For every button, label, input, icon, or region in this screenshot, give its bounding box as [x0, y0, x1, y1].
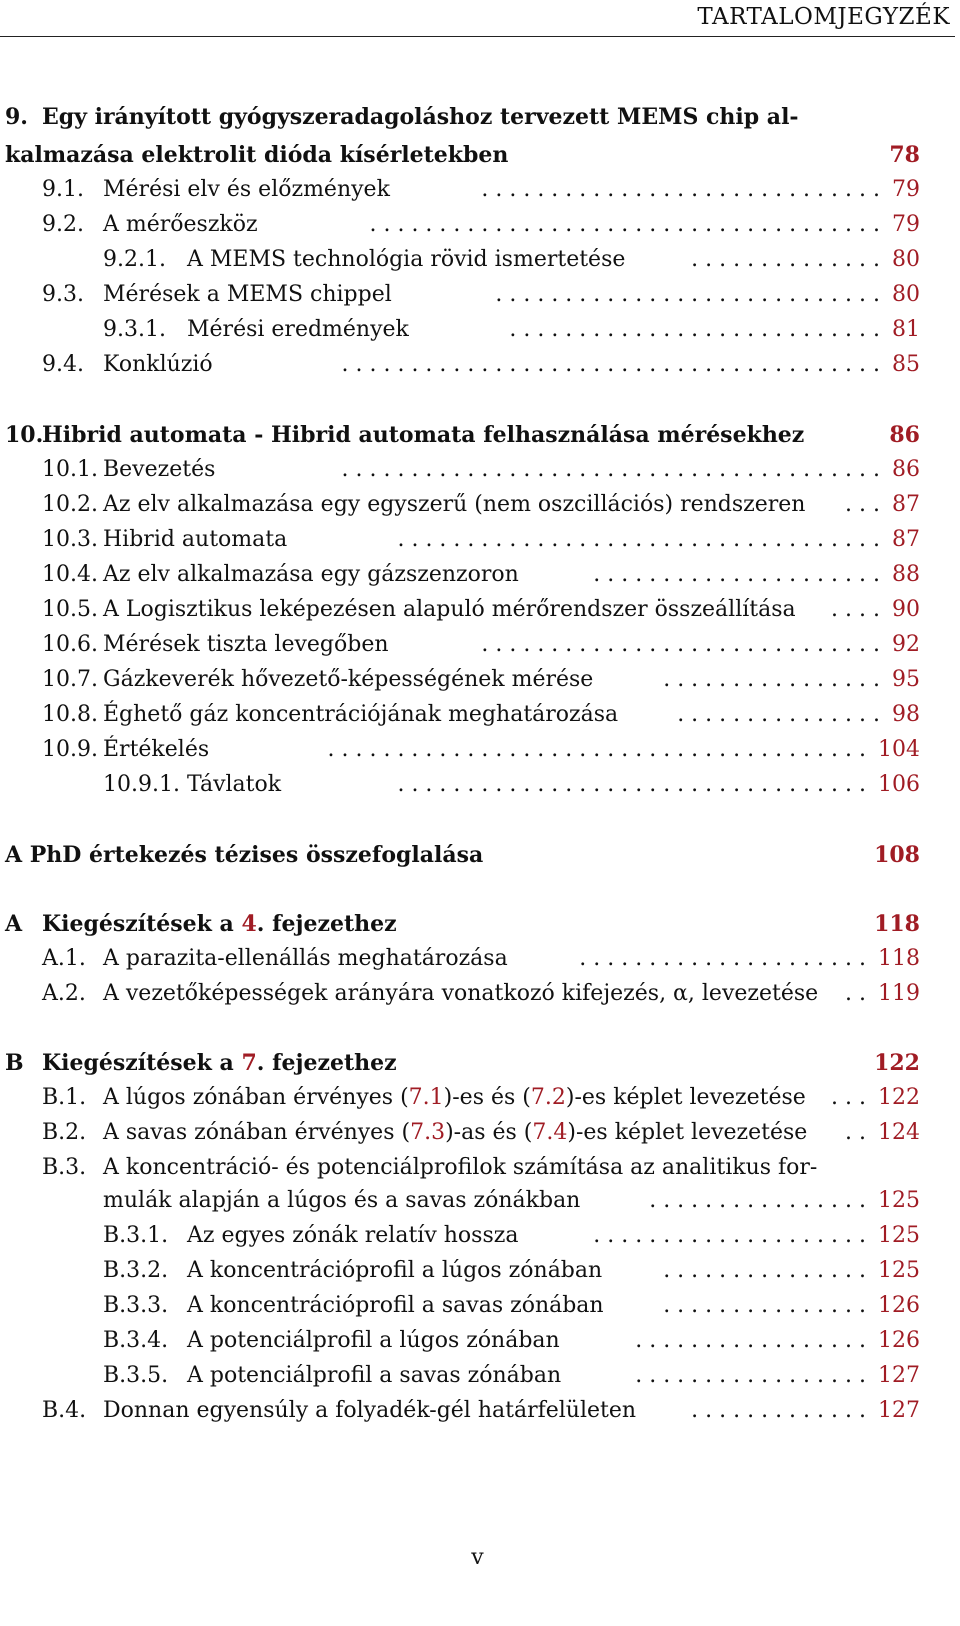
toc-page-number[interactable]: 86: [889, 422, 920, 448]
dot-leader: . . . . . . . . . . . . .: [691, 1398, 866, 1423]
toc-page-number[interactable]: 108: [874, 842, 920, 868]
toc-entry-title: Mérések tiszta levegőben: [103, 632, 389, 657]
page-number: v: [471, 1545, 484, 1570]
toc-section-entry[interactable]: [0, 1289, 960, 1323]
toc-page-number[interactable]: 85: [892, 352, 920, 377]
toc-page-number[interactable]: 127: [878, 1363, 920, 1388]
toc-page-number[interactable]: 80: [892, 247, 920, 272]
toc-entry-title: A parazita-ellenállás meghatározása: [103, 946, 508, 971]
toc-entry-number: 10.8.: [42, 702, 98, 727]
toc-entry-title: Egy irányított gyógyszeradagoláshoz tervezett MEMS chip al-: [42, 104, 799, 130]
toc-section-entry[interactable]: [0, 663, 960, 697]
toc-entry-number: B: [5, 1050, 24, 1076]
toc-section-entry[interactable]: [0, 453, 960, 487]
toc-page-number[interactable]: 125: [878, 1258, 920, 1283]
toc-page-number[interactable]: 125: [878, 1188, 920, 1213]
toc-entry-number: B.3.3.: [103, 1293, 169, 1318]
toc-entry-title: Az egyes zónák relatív hossza: [187, 1223, 519, 1248]
toc-section-entry[interactable]: [0, 173, 960, 207]
toc-entry-number: 10.9.1.: [103, 772, 180, 797]
toc-section-entry[interactable]: [0, 977, 960, 1011]
toc-entry-number: 10.7.: [42, 667, 98, 692]
toc-entry-number: B.4.: [42, 1398, 87, 1423]
equation-ref-link[interactable]: 7.1: [408, 1085, 444, 1110]
dot-leader: . . . . . . . . . . . . . . . . . . . . . . . . . . .: [509, 317, 880, 342]
toc-page-number[interactable]: 122: [874, 1050, 920, 1076]
dot-leader: . . . .: [831, 597, 880, 622]
toc-entry-title: Hibrid automata - Hibrid automata felhasználása mérésekhez: [42, 422, 805, 448]
toc-section-entry[interactable]: [0, 1184, 960, 1218]
toc-page-number[interactable]: 127: [878, 1398, 920, 1423]
dot-leader: . . . . . . . . . . . . . . .: [663, 1293, 866, 1318]
toc-page-number[interactable]: 80: [892, 282, 920, 307]
dot-leader: . . . . . . . . . . . . . . . . . . . . . . . . . . . . . . . . . . . . . . .: [341, 352, 880, 377]
toc-section-entry[interactable]: [0, 1324, 960, 1358]
toc-section-entry[interactable]: [0, 593, 960, 627]
toc-page-number[interactable]: 126: [878, 1328, 920, 1353]
toc-entry-number: 10.1.: [42, 457, 98, 482]
toc-entry-title: Az elv alkalmazása egy gázszenzoron: [103, 562, 519, 587]
toc-section-entry[interactable]: [0, 1254, 960, 1288]
chapter-ref-link[interactable]: 7: [241, 1050, 257, 1076]
toc-chapter-entry[interactable]: [0, 418, 960, 452]
toc-entry-title: A vezetőképességek arányára vonatkozó kifejezés, α, levezetése: [103, 981, 819, 1006]
toc-entry-number: 10.: [5, 422, 44, 448]
dot-leader: . . .: [831, 1085, 866, 1110]
toc-entry-title: A koncentrációprofil a lúgos zónában: [187, 1258, 603, 1283]
toc-entry-title: A PhD értekezés tézises összefoglalása: [5, 842, 484, 868]
toc-entry-number: 9.2.1.: [103, 247, 166, 272]
toc-entry-number: A.2.: [42, 981, 86, 1006]
toc-page-number[interactable]: 124: [878, 1120, 920, 1145]
toc-entry-title: A koncentrációprofil a savas zónában: [187, 1293, 604, 1318]
toc-page-number[interactable]: 86: [892, 457, 920, 482]
toc-section-entry[interactable]: [0, 628, 960, 662]
toc-section-entry[interactable]: [0, 1116, 960, 1150]
toc-page-number[interactable]: 87: [892, 492, 920, 517]
toc-entry-title: Mérési eredmények: [187, 317, 409, 342]
dot-leader: . . . . . . . . . . . . . . . . . . . . .: [593, 562, 880, 587]
toc-section-entry[interactable]: [0, 1219, 960, 1253]
dot-leader: . . . . . . . . . . . . . . . . . . . . .: [579, 946, 866, 971]
dot-leader: . . . . . . . . . . . . . . . . . . . . . . . . . . . . . . . . . . .: [397, 527, 880, 552]
dot-leader: . . . . . . . . . . . . . . . . . . . . . . . . . . . . .: [481, 632, 880, 657]
toc-section-entry[interactable]: [0, 1151, 960, 1185]
toc-section-entry[interactable]: [0, 208, 960, 242]
toc-entry-title: Az elv alkalmazása egy egyszerű (nem oszcillációs) rendszeren: [103, 492, 806, 517]
toc-section-entry[interactable]: [0, 1394, 960, 1428]
toc-entry-number: B.2.: [42, 1120, 87, 1145]
dot-leader: . .: [845, 1120, 866, 1145]
toc-entry-number: B.1.: [42, 1085, 87, 1110]
toc-entry-title: Értékelés: [103, 737, 210, 762]
toc-entry-number: A.1.: [42, 946, 86, 971]
toc-section-entry[interactable]: [0, 698, 960, 732]
toc-entry-number: 9.1.: [42, 177, 84, 202]
toc-entry-number: 9.4.: [42, 352, 84, 377]
toc-page-number[interactable]: 90: [892, 597, 920, 622]
toc-entry-title: Hibrid automata: [103, 527, 288, 552]
toc-page-number[interactable]: 126: [878, 1293, 920, 1318]
toc-entry-title: A mérőeszköz: [103, 212, 258, 237]
toc-chapter-entry[interactable]: [0, 907, 960, 941]
toc-entry-title: A koncentráció- és potenciálprofilok számítása az analitikus for-: [103, 1155, 818, 1180]
toc-entry-number: B.3.1.: [103, 1223, 169, 1248]
toc-entry-number: B.3.4.: [103, 1328, 169, 1353]
toc-entry-title: Bevezetés: [103, 457, 216, 482]
dot-leader: . . . . . . . . . . . . . . .: [663, 1258, 866, 1283]
toc-entry-title: Gázkeverék hővezető-képességének mérése: [103, 667, 594, 692]
toc-page-number[interactable]: 98: [892, 702, 920, 727]
toc-entry-number: 10.5.: [42, 597, 98, 622]
equation-ref-link[interactable]: 7.3: [410, 1120, 446, 1145]
toc-entry-title: Távlatok: [187, 772, 282, 797]
toc-entry-title: kalmazása elektrolit dióda kísérletekben: [5, 142, 509, 168]
toc-entry-number: 10.9.: [42, 737, 98, 762]
toc-section-entry[interactable]: [0, 278, 960, 312]
toc-section-entry[interactable]: [0, 1359, 960, 1393]
dot-leader: . . . . . . . . . . . . . . . . . . . .: [593, 1223, 866, 1248]
toc-entry-title: A MEMS technológia rövid ismertetése: [187, 247, 626, 272]
running-head-title: TARTALOMJEGYZÉK: [697, 4, 950, 30]
equation-ref-link[interactable]: 7.4: [532, 1120, 568, 1145]
toc-page-number[interactable]: 78: [889, 142, 920, 168]
toc-entry-title: Konklúzió: [103, 352, 213, 377]
toc-entry-number: A: [5, 911, 23, 937]
toc-chapter-entry[interactable]: [0, 100, 960, 134]
dot-leader: . . . . . . . . . . . . . . . . . . . . . . . . . . . . .: [481, 177, 880, 202]
dot-leader: . . . . . . . . . . . . . . .: [677, 702, 880, 727]
toc-entry-title: Mérési elv és előzmények: [103, 177, 390, 202]
toc-section-entry[interactable]: [0, 348, 960, 382]
toc-entry-number: B.3.5.: [103, 1363, 169, 1388]
toc-section-entry[interactable]: [0, 313, 960, 347]
toc-page-number[interactable]: 125: [878, 1223, 920, 1248]
dot-leader: . . . . . . . . . . . . . . . . . . . . . . . . . . . . . . . . . . . . . . .: [341, 457, 880, 482]
toc-page-number[interactable]: 119: [878, 981, 920, 1006]
dot-leader: . . . . . . . . . . . . . .: [691, 247, 880, 272]
toc-entry-title: A potenciálprofil a lúgos zónában: [187, 1328, 560, 1353]
toc-page-number[interactable]: 87: [892, 527, 920, 552]
dot-leader: . .: [845, 981, 866, 1006]
toc-entry-number: 9.2.: [42, 212, 84, 237]
toc-section-entry[interactable]: [0, 558, 960, 592]
toc-section-entry[interactable]: [0, 942, 960, 976]
toc-entry-title: mulák alapján a lúgos és a savas zónákban: [103, 1188, 581, 1213]
toc-section-entry[interactable]: [0, 488, 960, 522]
dot-leader: . . . . . . . . . . . . . . . . . . . . . . . . . . . . . . . . . . . . .: [369, 212, 880, 237]
toc-page-number[interactable]: 79: [892, 212, 920, 237]
toc-entry-number: 10.3.: [42, 527, 98, 552]
dot-leader: . . . . . . . . . . . . . . . . . . . . . . . . . . . .: [495, 282, 880, 307]
toc-entry-number: 9.: [5, 104, 28, 130]
toc-page-number[interactable]: 104: [878, 737, 920, 762]
toc-section-entry[interactable]: [0, 243, 960, 277]
toc-section-entry[interactable]: [0, 523, 960, 557]
dot-leader: . . . . . . . . . . . . . . . . . . . . . . . . . . . . . . . . . .: [397, 772, 866, 797]
dot-leader: . . .: [845, 492, 880, 517]
toc-page-number[interactable]: 88: [892, 562, 920, 587]
toc-entry-title: Donnan egyensúly a folyadék-gél határfelületen: [103, 1398, 637, 1423]
toc-entry-number: B.3.: [42, 1155, 87, 1180]
toc-chapter-entry[interactable]: [0, 138, 960, 172]
toc-entry-number: 10.6.: [42, 632, 98, 657]
toc-page-number[interactable]: 79: [892, 177, 920, 202]
toc-entry-title: Kiegészítések a 4. fejezethez: [42, 911, 397, 937]
toc-page-number[interactable]: 122: [878, 1085, 920, 1110]
toc-entry-title: A savas zónában érvényes (7.3)-as és (7.4)-es képlet levezetése: [103, 1120, 808, 1145]
toc-entry-number: 10.4.: [42, 562, 98, 587]
toc-page-number[interactable]: 95: [892, 667, 920, 692]
toc-entry-number: B.3.2.: [103, 1258, 169, 1283]
toc-page-number[interactable]: 81: [892, 317, 920, 342]
chapter-ref-link[interactable]: 4: [241, 911, 257, 937]
toc-section-entry[interactable]: [0, 1081, 960, 1115]
dot-leader: . . . . . . . . . . . . . . . . .: [635, 1328, 866, 1353]
toc-entry-title: Kiegészítések a 7. fejezethez: [42, 1050, 397, 1076]
toc-section-entry[interactable]: [0, 733, 960, 767]
equation-ref-link[interactable]: 7.2: [530, 1085, 566, 1110]
toc-page-number[interactable]: 106: [878, 772, 920, 797]
toc-entry-title: A lúgos zónában érvényes (7.1)-es és (7.2)-es képlet levezetése: [103, 1085, 806, 1110]
toc-entry-title: Éghető gáz koncentrációjának meghatározása: [103, 702, 619, 727]
toc-entry-number: 10.2.: [42, 492, 98, 517]
toc-entry-title: Mérések a MEMS chippel: [103, 282, 392, 307]
toc-chapter-entry[interactable]: [0, 1046, 960, 1080]
dot-leader: . . . . . . . . . . . . . . . .: [649, 1188, 866, 1213]
toc-page-number[interactable]: 92: [892, 632, 920, 657]
toc-entry-title: A Logisztikus leképezésen alapuló mérőrendszer összeállítása: [103, 597, 796, 622]
dot-leader: . . . . . . . . . . . . . . . . .: [635, 1363, 866, 1388]
toc-entry-number: 9.3.: [42, 282, 84, 307]
dot-leader: . . . . . . . . . . . . . . . . . . . . . . . . . . . . . . . . . . . . . . .: [327, 737, 866, 762]
toc-entry-title: A potenciálprofil a savas zónában: [187, 1363, 562, 1388]
toc-section-entry[interactable]: [0, 768, 960, 802]
toc-page-number[interactable]: 118: [874, 911, 920, 937]
dot-leader: . . . . . . . . . . . . . . . .: [663, 667, 880, 692]
toc-entry-number: 9.3.1.: [103, 317, 166, 342]
toc-page-number[interactable]: 118: [878, 946, 920, 971]
toc-chapter-entry[interactable]: [0, 838, 960, 872]
